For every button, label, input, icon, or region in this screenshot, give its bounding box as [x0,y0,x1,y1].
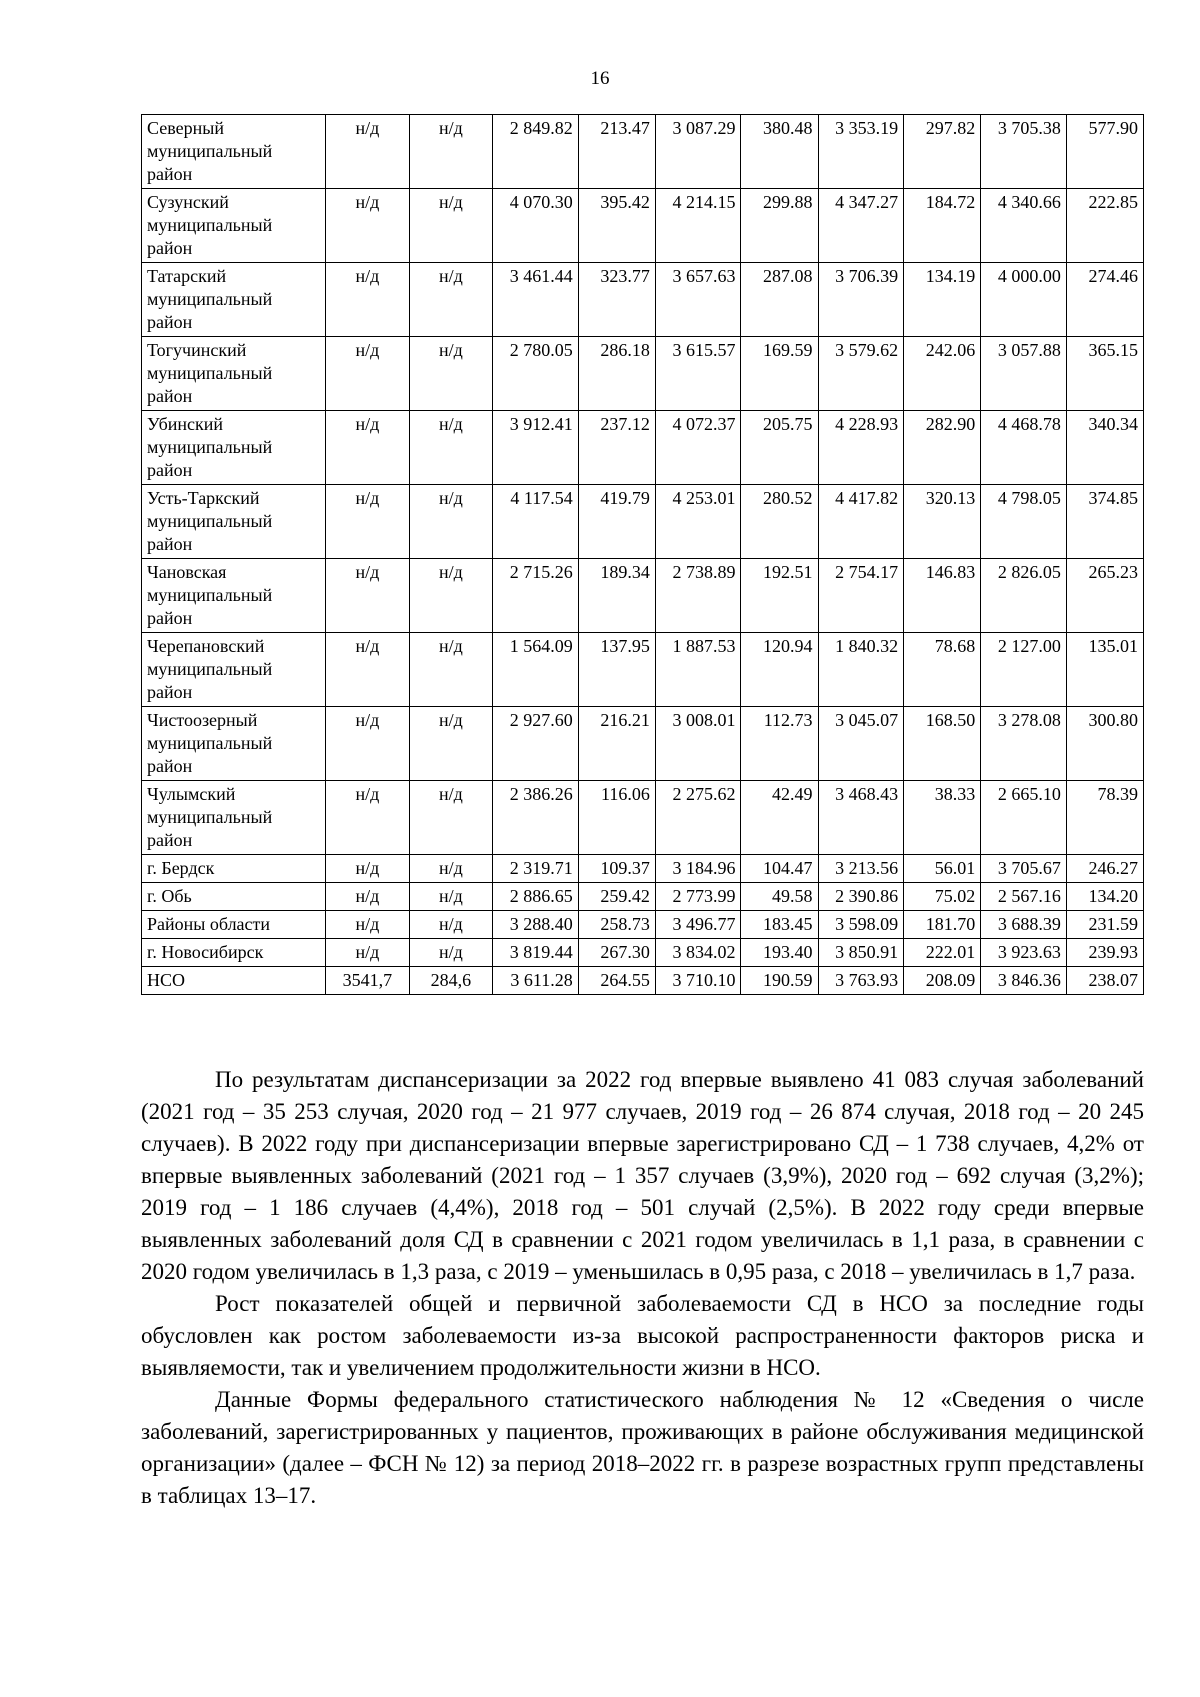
value-cell: 374.85 [1066,485,1143,559]
value-cell: 78.39 [1066,781,1143,855]
row-name-line: муниципальный [147,585,273,605]
value-cell: 1 564.09 [493,633,579,707]
value-cell: 246.27 [1066,855,1143,883]
row-name-line: район [147,830,193,850]
value-cell: 3 057.88 [981,337,1067,411]
value-cell: 3 468.43 [818,781,904,855]
paragraph: По результатам диспансеризации за 2022 год впервые выявлено 41 083 случая заболеваний (2021 год – 35 253 случая, 2020 год – 21 977 случаев, 2019 год – 26 874 случая, 2018 год – 20 245 случаев). В 2022 году при диспансеризации впервые зарегистрировано СД – 1 738 случаев, 4,2% от впервые выявленных заболеваний (2021 год – 1 357 случаев (3,9%), 2020 год – 692 случая (3,2%); 2019 год – 1 186 случаев (4,4%), 2018 год – 501 случай (2,5%). В 2022 году среди впервые выявленных заболеваний доля СД в сравнении с 2021 годом увеличилась в 1,1 раза, в сравнении с 2020 годом увеличилась в 1,3 раза, с 2019 – уменьшилась в 0,95 раза, с 2018 – увеличилась в 1,7 раза. [141,1067,1144,1284]
value-cell: 3 461.44 [493,263,579,337]
table-row [142,707,1144,781]
value-cell: 3 706.39 [818,263,904,337]
value-cell: н/д [409,115,493,189]
value-cell: 258.73 [578,911,655,939]
value-cell: н/д [409,337,493,411]
value-cell: н/д [326,707,410,781]
value-cell: 4 214.15 [655,189,741,263]
row-name-line: муниципальный [147,363,273,383]
row-name-line: Убинский [147,414,224,434]
value-cell: 3 710.10 [655,967,741,995]
value-cell: 395.42 [578,189,655,263]
body-text [141,1064,1144,1512]
value-cell: н/д [326,263,410,337]
value-cell: 242.06 [904,337,981,411]
value-cell: н/д [326,855,410,883]
value-cell: 3 087.29 [655,115,741,189]
value-cell: 3 213.56 [818,855,904,883]
value-cell: н/д [409,781,493,855]
value-cell: 3 923.63 [981,939,1067,967]
table-row [142,337,1144,411]
row-name-line: муниципальный [147,289,273,309]
value-cell: 75.02 [904,883,981,911]
value-cell: 184.72 [904,189,981,263]
value-cell: 267.30 [578,939,655,967]
value-cell: 2 665.10 [981,781,1067,855]
table-row [142,485,1144,559]
table-row [142,411,1144,485]
row-name-line: муниципальный [147,141,273,161]
value-cell: н/д [326,883,410,911]
value-cell: 135.01 [1066,633,1143,707]
value-cell: 2 738.89 [655,559,741,633]
value-cell: 284,6 [409,967,493,995]
value-cell: 231.59 [1066,911,1143,939]
value-cell: 2 275.62 [655,781,741,855]
value-cell: 205.75 [741,411,818,485]
value-cell: 265.23 [1066,559,1143,633]
value-cell: 3 834.02 [655,939,741,967]
row-name-line: Чистоозерный [147,710,258,730]
row-name-line: район [147,756,193,776]
value-cell: 3 579.62 [818,337,904,411]
row-name-cell [142,883,326,911]
page-number: 16 [590,68,610,89]
row-name-cell [142,559,326,633]
value-cell: 208.09 [904,967,981,995]
value-cell: 274.46 [1066,263,1143,337]
value-cell: 4 000.00 [981,263,1067,337]
table-row [142,911,1144,939]
value-cell: н/д [409,911,493,939]
value-cell: 181.70 [904,911,981,939]
value-cell: 365.15 [1066,337,1143,411]
value-cell: 3 763.93 [818,967,904,995]
row-name-line: район [147,682,193,702]
value-cell: 3 912.41 [493,411,579,485]
value-cell: н/д [409,189,493,263]
value-cell: 3 184.96 [655,855,741,883]
value-cell: н/д [409,633,493,707]
value-cell: 192.51 [741,559,818,633]
value-cell: 3 496.77 [655,911,741,939]
value-cell: 189.34 [578,559,655,633]
value-cell: 320.13 [904,485,981,559]
table-row [142,939,1144,967]
value-cell: 282.90 [904,411,981,485]
value-cell: н/д [409,263,493,337]
value-cell: 239.93 [1066,939,1143,967]
value-cell: 134.20 [1066,883,1143,911]
row-name-cell [142,967,326,995]
value-cell: 238.07 [1066,967,1143,995]
value-cell: 2 127.00 [981,633,1067,707]
value-cell: 134.19 [904,263,981,337]
value-cell: н/д [326,189,410,263]
row-name-cell [142,855,326,883]
row-name-line: муниципальный [147,807,273,827]
value-cell: н/д [326,115,410,189]
value-cell: 3 288.40 [493,911,579,939]
value-cell: 38.33 [904,781,981,855]
value-cell: 2 390.86 [818,883,904,911]
value-cell: 193.40 [741,939,818,967]
value-cell: 4 117.54 [493,485,579,559]
value-cell: 190.59 [741,967,818,995]
table-row [142,559,1144,633]
value-cell: 3 705.38 [981,115,1067,189]
value-cell: 2 754.17 [818,559,904,633]
row-name-line: г. Бердск [147,858,215,878]
value-cell: 4 347.27 [818,189,904,263]
row-name-cell [142,781,326,855]
value-cell: 49.58 [741,883,818,911]
value-cell: н/д [409,485,493,559]
row-name-line: район [147,608,193,628]
value-cell: 3 657.63 [655,263,741,337]
table-row [142,189,1144,263]
value-cell: 2 773.99 [655,883,741,911]
value-cell: 3 611.28 [493,967,579,995]
value-cell: н/д [409,939,493,967]
row-name-line: муниципальный [147,733,273,753]
row-name-line: район [147,386,193,406]
value-cell: 112.73 [741,707,818,781]
value-cell: 2 386.26 [493,781,579,855]
row-name-cell [142,633,326,707]
row-name-cell [142,911,326,939]
value-cell: 42.49 [741,781,818,855]
value-cell: 168.50 [904,707,981,781]
value-cell: н/д [326,781,410,855]
row-name-line: г. Новосибирск [147,942,264,962]
value-cell: 287.08 [741,263,818,337]
value-cell: 4 417.82 [818,485,904,559]
value-cell: 3 353.19 [818,115,904,189]
row-name-line: Районы области [147,914,271,934]
row-name-line: Усть-Таркский [147,488,260,508]
value-cell: 2 319.71 [493,855,579,883]
value-cell: 120.94 [741,633,818,707]
row-name-line: район [147,164,193,184]
value-cell: 4 072.37 [655,411,741,485]
row-name-cell [142,485,326,559]
value-cell: 4 253.01 [655,485,741,559]
row-name-line: Чановская [147,562,227,582]
value-cell: 3 846.36 [981,967,1067,995]
value-cell: 3 278.08 [981,707,1067,781]
value-cell: 4 340.66 [981,189,1067,263]
value-cell: 3 819.44 [493,939,579,967]
value-cell: 299.88 [741,189,818,263]
value-cell: 3 008.01 [655,707,741,781]
value-cell: 2 849.82 [493,115,579,189]
value-cell: н/д [326,485,410,559]
value-cell: 280.52 [741,485,818,559]
value-cell: 137.95 [578,633,655,707]
row-name-line: муниципальный [147,511,273,531]
value-cell: 3 688.39 [981,911,1067,939]
value-cell: 56.01 [904,855,981,883]
value-cell: 146.83 [904,559,981,633]
row-name-cell [142,411,326,485]
value-cell: н/д [409,707,493,781]
value-cell: 237.12 [578,411,655,485]
paragraph: Рост показателей общей и первичной заболеваемости СД в НСО за последние годы обусловлен как ростом заболеваемости из-за высокой распространенности факторов риска и выявляемости, так и увеличением продолжительности жизни в НСО. [141,1291,1144,1380]
row-name-line: Чулымский [147,784,236,804]
value-cell: 4 228.93 [818,411,904,485]
row-name-cell [142,189,326,263]
row-name-line: Татарский [147,266,227,286]
row-name-line: район [147,534,193,554]
row-name-cell [142,707,326,781]
value-cell: 104.47 [741,855,818,883]
table-row [142,263,1144,337]
value-cell: 78.68 [904,633,981,707]
value-cell: 3 045.07 [818,707,904,781]
row-name-line: район [147,238,193,258]
row-name-line: муниципальный [147,437,273,457]
row-name-line: Черепановский [147,636,265,656]
table-row [142,967,1144,995]
value-cell: 3 705.67 [981,855,1067,883]
value-cell: 109.37 [578,855,655,883]
value-cell: 183.45 [741,911,818,939]
value-cell: 2 826.05 [981,559,1067,633]
value-cell: 3541,7 [326,967,410,995]
incidence-table [141,114,1144,995]
value-cell: 4 070.30 [493,189,579,263]
row-name-line: Сузунский [147,192,229,212]
value-cell: 3 615.57 [655,337,741,411]
value-cell: 222.01 [904,939,981,967]
value-cell: н/д [326,411,410,485]
value-cell: 222.85 [1066,189,1143,263]
row-name-line: муниципальный [147,215,273,235]
value-cell: н/д [326,559,410,633]
row-name-line: муниципальный [147,659,273,679]
table-row [142,781,1144,855]
row-name-cell [142,337,326,411]
value-cell: н/д [326,633,410,707]
row-name-line: район [147,460,193,480]
value-cell: н/д [409,855,493,883]
value-cell: 4 468.78 [981,411,1067,485]
value-cell: 2 780.05 [493,337,579,411]
value-cell: н/д [326,337,410,411]
value-cell: 2 886.65 [493,883,579,911]
table-row [142,115,1144,189]
value-cell: 1 887.53 [655,633,741,707]
value-cell: 300.80 [1066,707,1143,781]
value-cell: 323.77 [578,263,655,337]
value-cell: 2 715.26 [493,559,579,633]
row-name-line: район [147,312,193,332]
value-cell: н/д [409,883,493,911]
value-cell: 2 927.60 [493,707,579,781]
value-cell: 3 850.91 [818,939,904,967]
row-name-cell [142,115,326,189]
row-name-line: Тогучинский [147,340,247,360]
value-cell: 577.90 [1066,115,1143,189]
value-cell: 4 798.05 [981,485,1067,559]
row-name-cell [142,939,326,967]
value-cell: 264.55 [578,967,655,995]
value-cell: 259.42 [578,883,655,911]
value-cell: 380.48 [741,115,818,189]
value-cell: 216.21 [578,707,655,781]
row-name-line: г. Обь [147,886,192,906]
value-cell: н/д [326,939,410,967]
value-cell: 2 567.16 [981,883,1067,911]
table-row [142,633,1144,707]
value-cell: н/д [409,559,493,633]
value-cell: 286.18 [578,337,655,411]
value-cell: н/д [409,411,493,485]
value-cell: 419.79 [578,485,655,559]
row-name-cell [142,263,326,337]
value-cell: 297.82 [904,115,981,189]
value-cell: 169.59 [741,337,818,411]
value-cell: 116.06 [578,781,655,855]
table-body [142,115,1144,995]
table-row [142,855,1144,883]
row-name-line: Северный [147,118,224,138]
value-cell: 213.47 [578,115,655,189]
value-cell: 1 840.32 [818,633,904,707]
table-row [142,883,1144,911]
row-name-line: НСО [147,970,186,990]
paragraph: Данные Формы федерального статистического наблюдения № 12 «Сведения о числе заболеваний, зарегистрированных у пациентов, проживающих в районе обслуживания медицинской организации» (далее – ФСН № 12) за период 2018–2022 гг. в разрезе возрастных групп представлены в таблицах 13–17. [141,1387,1144,1508]
value-cell: 340.34 [1066,411,1143,485]
value-cell: 3 598.09 [818,911,904,939]
value-cell: н/д [326,911,410,939]
